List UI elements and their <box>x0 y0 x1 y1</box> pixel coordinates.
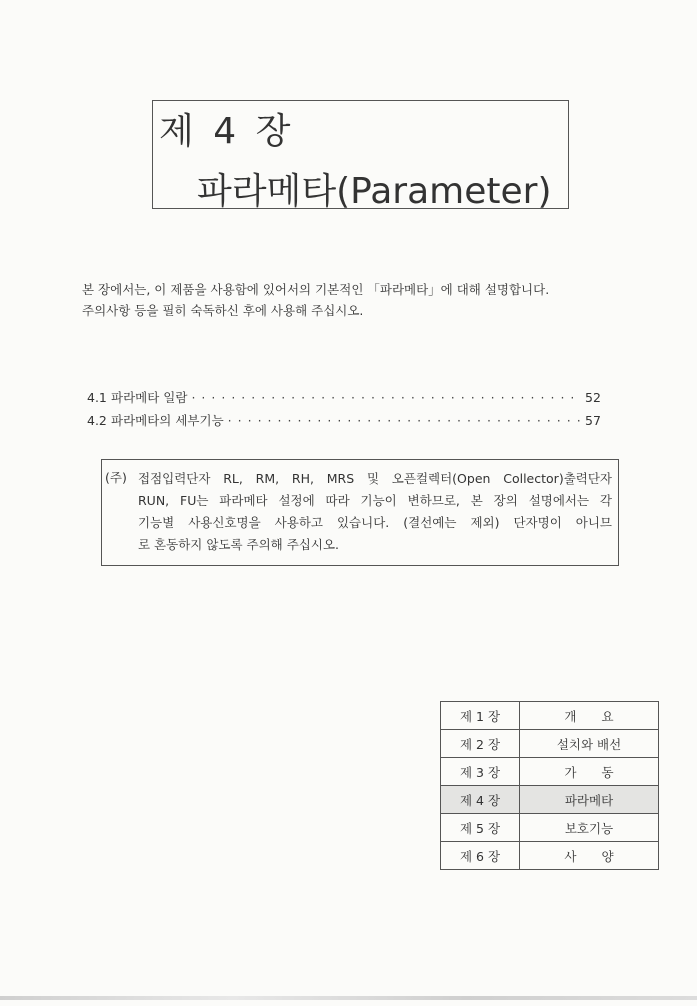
toc-leader-dots <box>228 413 581 428</box>
chapter-label: 제 6 장 <box>441 842 520 870</box>
chapter-title-box <box>152 100 569 212</box>
toc-page: 57 <box>585 413 601 428</box>
chapter-label: 제 4 장 <box>441 786 520 814</box>
note-line: 접점입력단자 RL, RM, RH, MRS 및 오픈컬렉터(Open Collector)출력단자 <box>138 471 612 486</box>
chapter-title: 가 동 <box>520 758 659 786</box>
toc-title: 파라메타의 세부기능 <box>111 413 224 428</box>
note-prefix: (주) <box>105 470 127 485</box>
note-line: RUN, FU는 파라메타 설정에 따라 기능이 변하므로, 본 장의 설명에서는 각 <box>138 493 612 508</box>
chapter-row <box>441 842 659 870</box>
toc-entry <box>87 411 599 434</box>
chapter-title: 개 요 <box>520 702 659 730</box>
note-box <box>101 459 619 566</box>
intro-line: 본 장에서는, 이 제품을 사용함에 있어서의 기본적인 「파라메타」에 대해 설명합니다. <box>82 282 550 297</box>
chapter-label: 제 1 장 <box>441 702 520 730</box>
chapter-label: 제 2 장 <box>441 730 520 758</box>
chapter-row <box>441 730 659 758</box>
chapter-row <box>441 702 659 730</box>
toc-page: 52 <box>585 390 601 405</box>
chapter-label: 제 5 장 <box>441 814 520 842</box>
chapter-row <box>441 758 659 786</box>
table-of-contents <box>87 388 599 434</box>
note-text <box>138 468 612 556</box>
note-line: 기능별 사용신호명을 사용하고 있습니다. (결선예는 제외) 단자명이 아니므 <box>138 515 612 530</box>
toc-number: 4.2 <box>87 413 107 428</box>
chapter-row-current <box>441 786 659 814</box>
intro-line: 주의사항 등을 필히 숙독하신 후에 사용해 주십시오. <box>82 303 364 318</box>
chapter-title: 파라메타 <box>520 786 659 814</box>
chapter-index-table <box>440 701 659 870</box>
toc-title: 파라메타 일람 <box>111 390 188 405</box>
scan-edge <box>0 996 697 1000</box>
chapter-title: 사 양 <box>520 842 659 870</box>
toc-entry <box>87 388 599 411</box>
toc-leader-dots <box>191 390 581 405</box>
intro-paragraph <box>82 279 549 321</box>
chapter-name: 파라메타(Parameter) <box>197 171 552 212</box>
note-line: 로 혼동하지 않도록 주의해 주십시오. <box>138 537 339 552</box>
chapter-row <box>441 814 659 842</box>
chapter-title: 보호기능 <box>520 814 659 842</box>
chapter-title: 설치와 배선 <box>520 730 659 758</box>
chapter-number: 제 4 장 <box>159 111 295 152</box>
toc-number: 4.1 <box>87 390 107 405</box>
chapter-label: 제 3 장 <box>441 758 520 786</box>
